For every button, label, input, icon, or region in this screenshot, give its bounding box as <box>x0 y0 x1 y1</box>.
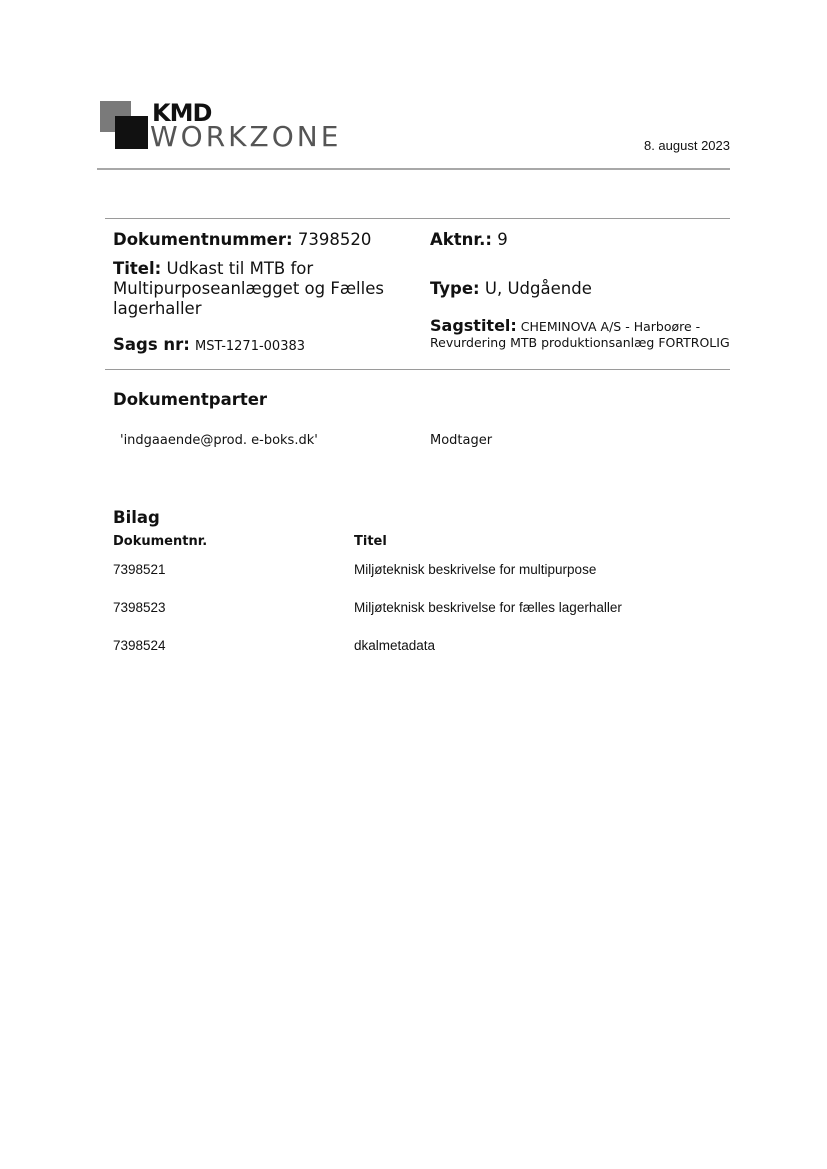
act-number-label: Aktnr.: <box>430 230 493 249</box>
document-title-value: Udkast til MTB for Multipurposeanlægget og Fælles lagerhaller <box>113 259 384 318</box>
case-number-label: Sags nr: <box>113 335 190 354</box>
attachments-heading: Bilag <box>113 508 160 527</box>
case-title-value: CHEMINOVA A/S - Harboøre - Revurdering MTB produktionsanlæg FORTROLIG <box>430 319 730 350</box>
logo-text-kmd: KMD <box>152 99 212 127</box>
party-role: Modtager <box>430 433 493 448</box>
document-type <box>430 279 592 299</box>
case-title <box>430 318 730 351</box>
act-number-value: 9 <box>497 230 508 249</box>
document-type-value: U, Udgående <box>484 279 592 298</box>
document-type-label: Type: <box>430 279 480 298</box>
attachment-title: dkalmetadata <box>354 638 436 653</box>
case-number <box>113 335 305 355</box>
document-date: 8. august 2023 <box>643 138 730 153</box>
attachment-title: Miljøteknisk beskrivelse for multipurpose <box>354 562 597 577</box>
attachments-column-title: Titel <box>354 534 387 549</box>
document-number <box>113 230 371 250</box>
attachment-number: 7398521 <box>113 562 166 577</box>
parties-heading: Dokumentparter <box>113 390 268 409</box>
attachment-number: 7398523 <box>113 600 166 615</box>
attachment-title: Miljøteknisk beskrivelse for fælles lagerhaller <box>354 600 622 615</box>
act-number <box>430 230 508 250</box>
case-title-label: Sagstitel: <box>430 316 517 335</box>
attachments-column-number: Dokumentnr. <box>113 534 208 549</box>
document-number-value: 7398520 <box>297 230 372 249</box>
party-name: 'indgaaende@prod. e-boks.dk' <box>120 433 318 448</box>
attachment-number: 7398524 <box>113 638 166 653</box>
document-number-label: Dokumentnummer: <box>113 230 293 249</box>
header-divider <box>97 168 730 170</box>
kmd-logo-icon <box>100 101 148 149</box>
info-top-divider <box>105 218 730 219</box>
document-title-label: Titel: <box>113 259 162 278</box>
info-bottom-divider <box>105 369 730 370</box>
document-title <box>113 259 413 319</box>
case-number-value: MST-1271-00383 <box>194 339 306 354</box>
logo-text-workzone: WORKZONE <box>150 120 342 153</box>
